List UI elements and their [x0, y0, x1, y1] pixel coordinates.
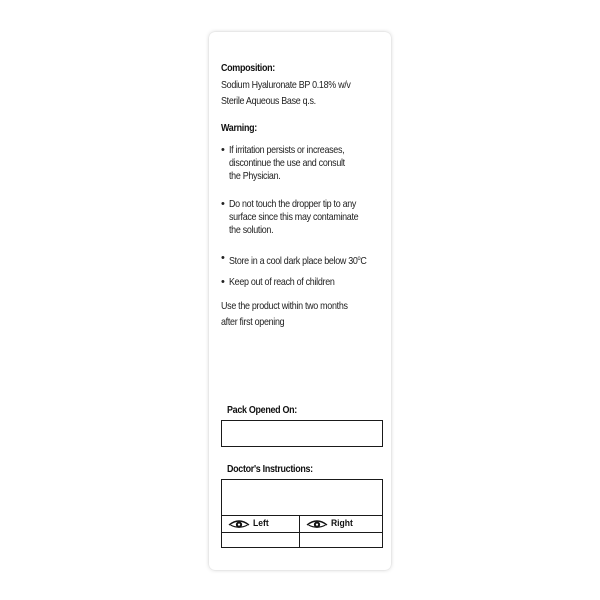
- bullet-line: Keep out of reach of children: [229, 277, 335, 288]
- divider: [221, 515, 383, 516]
- pack-opened-label: Pack Opened On:: [227, 405, 297, 416]
- label-panel: [209, 32, 391, 570]
- composition-line-1: Sodium Hyaluronate BP 0.18% w/v: [221, 80, 351, 91]
- left-eye-icon: [228, 518, 250, 530]
- bullet-line: surface since this may contaminate: [229, 212, 359, 223]
- doctor-instructions-label: Doctor's Instructions:: [227, 464, 313, 475]
- left-eye-label: Left: [253, 518, 269, 529]
- composition-line-2: Sterile Aqueous Base q.s.: [221, 96, 316, 107]
- closing-line-1: Use the product within two months: [221, 301, 348, 312]
- storage-text: Store in a cool dark place below 30: [229, 256, 358, 267]
- right-eye-icon: [306, 518, 328, 530]
- bullet-line: Do not touch the dropper tip to any: [229, 199, 357, 210]
- right-eye-field[interactable]: [300, 533, 382, 547]
- bullet-dot: •: [221, 276, 225, 288]
- doctor-instructions-box[interactable]: [221, 479, 383, 548]
- bullet-dot: •: [221, 144, 225, 156]
- composition-heading: Composition:: [221, 63, 275, 74]
- bullet-dot: •: [221, 252, 225, 264]
- warning-heading: Warning:: [221, 123, 257, 134]
- degree-superscript: o: [357, 255, 361, 262]
- storage-unit: C: [360, 256, 367, 267]
- bullet-line: the solution.: [229, 225, 274, 236]
- bullet-line: If irritation persists or increases,: [229, 145, 345, 156]
- bullet-dot: •: [221, 198, 225, 210]
- pack-opened-field[interactable]: [221, 420, 383, 447]
- right-eye-label: Right: [331, 518, 353, 529]
- closing-line-2: after first opening: [221, 317, 285, 328]
- left-eye-field[interactable]: [222, 533, 298, 547]
- bullet-line: discontinue the use and consult: [229, 158, 345, 169]
- bullet-line: the Physician.: [229, 171, 281, 182]
